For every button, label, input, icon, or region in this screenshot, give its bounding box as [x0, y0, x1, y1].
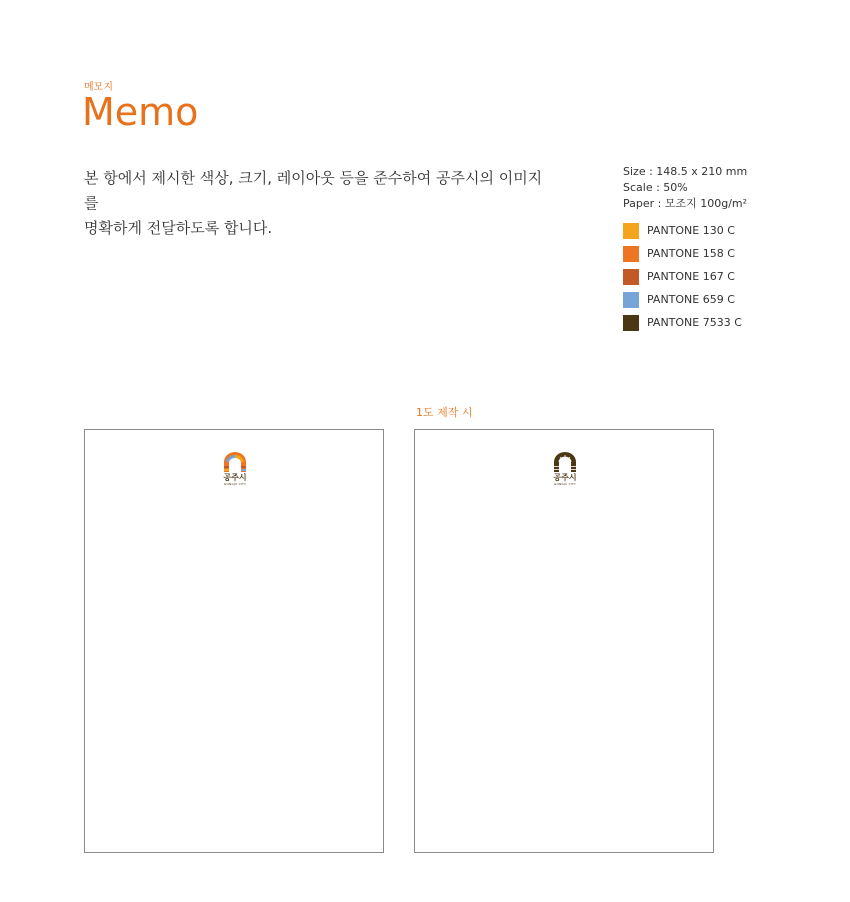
logo-english-text: GONGJU CITY — [223, 482, 247, 486]
swatch-row — [623, 219, 742, 242]
spec-paper: Paper : 모조지 100g/m² — [623, 197, 748, 210]
color-swatch-167c — [623, 269, 639, 285]
color-swatch-659c — [623, 292, 639, 308]
color-swatch-130c — [623, 223, 639, 239]
one-color-label: 1도 제작 시 — [416, 406, 473, 419]
swatch-label: PANTONE 158 C — [647, 247, 735, 260]
swatch-row — [623, 288, 742, 311]
description-line-2: 명확하게 전달하도록 합니다. — [84, 219, 273, 237]
logo-korean-text: 공주시 — [553, 473, 577, 482]
spec-list — [623, 164, 747, 212]
gongju-arch-icon — [222, 452, 248, 472]
spec-scale: Scale : 50% — [623, 181, 688, 194]
gongju-logo-full-color — [221, 452, 249, 486]
swatch-label: PANTONE 167 C — [647, 270, 735, 283]
gongju-logo-one-color — [551, 452, 579, 486]
gongju-arch-icon-mono — [552, 452, 578, 472]
swatch-label: PANTONE 130 C — [647, 224, 735, 237]
description — [84, 166, 554, 241]
memo-sheet-one-color — [414, 429, 714, 853]
color-swatch-7533c — [623, 315, 639, 331]
page-title: Memo — [82, 90, 199, 134]
description-line-1: 본 항에서 제시한 색상, 크기, 레이아웃 등을 준수하여 공주시의 이미지를 — [84, 169, 543, 212]
memo-sheet-full-color — [84, 429, 384, 853]
swatch-label: PANTONE 659 C — [647, 293, 735, 306]
section-kicker: 메모지 — [84, 82, 113, 93]
color-swatch-158c — [623, 246, 639, 262]
swatch-row — [623, 242, 742, 265]
swatch-row — [623, 311, 742, 334]
logo-korean-text: 공주시 — [223, 473, 247, 482]
color-swatch-list — [623, 219, 742, 334]
swatch-row — [623, 265, 742, 288]
spec-size: Size : 148.5 x 210 mm — [623, 165, 748, 178]
swatch-label: PANTONE 7533 C — [647, 316, 742, 329]
logo-english-text: GONGJU CITY — [553, 482, 577, 486]
